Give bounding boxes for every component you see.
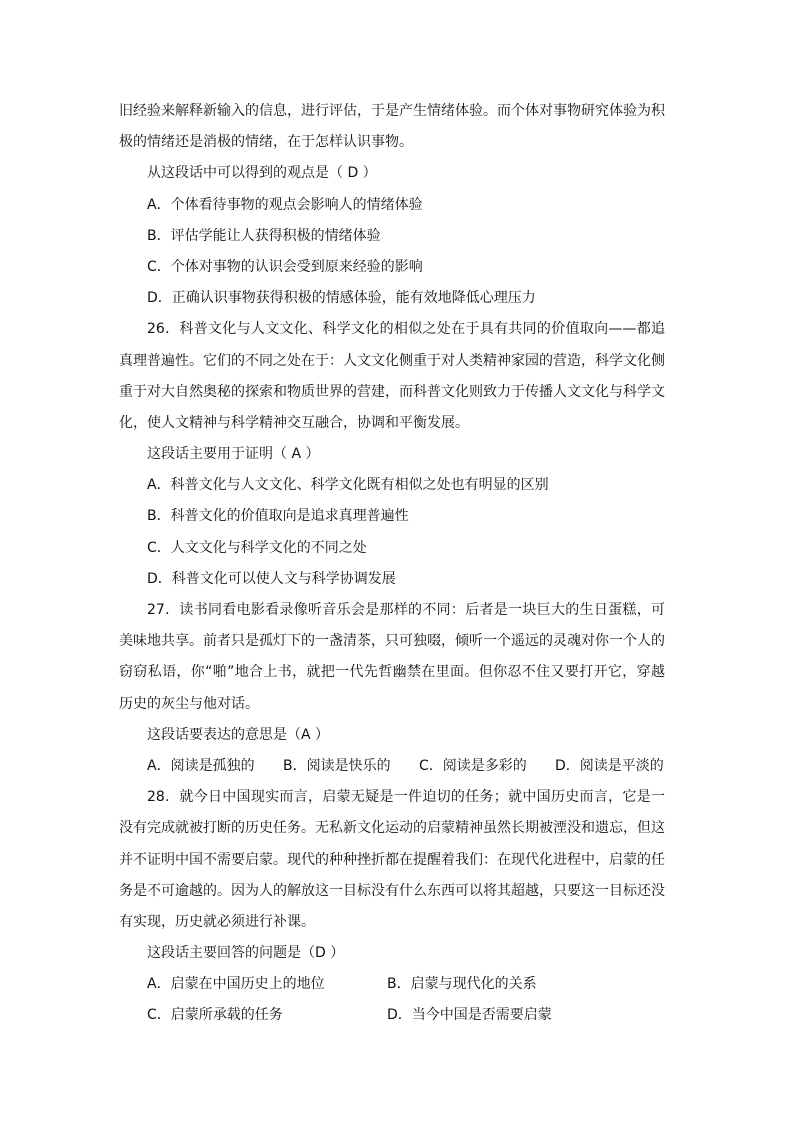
- q28-passage-line: 并不证明中国不需要启蒙。现代的种种挫折都在提醒着我们：在现代化进程中，启蒙的任: [119, 851, 665, 868]
- q28-passage-line: 没有完成就被打断的历史任务。无私新文化运动的启蒙精神虽然长期被湮没和遗忘，但这: [119, 820, 665, 837]
- q27-option-b: B．阅读是快乐的: [283, 757, 391, 774]
- q25-option-c: C．个体对事物的认识会受到原来经验的影响: [147, 258, 423, 275]
- q28-options-row: [119, 969, 665, 1000]
- q26-passage-line: 化，使人文精神与科学精神交互融合，协调和平衡发展。: [119, 414, 469, 431]
- text-column: [119, 96, 665, 1032]
- q27-passage-line: 27．读书同看电影看录像听音乐会是那样的不同：后者是一块巨大的生日蛋糕，可: [147, 602, 665, 618]
- q28-passage-line: 务是不可逾越的。因为人的解放这一目标没有什么东西可以将其超越，只要这一目标还没: [119, 882, 665, 899]
- q26-passage-line: 26．科普文化与人文文化、科学文化的相似之处在于具有共同的价值取向——都追: [147, 321, 665, 338]
- q25-option-b: B．评估学能让人获得积极的情绪体验: [147, 227, 381, 244]
- q25-option-d: D．正确认识事物获得积极的情感体验，能有效地降低心理压力: [147, 290, 536, 307]
- q27-options-row: [119, 751, 665, 782]
- q25-passage-line: 极的情绪还是消极的情绪，在于怎样认识事物。: [119, 134, 413, 151]
- q28-option-a: A．启蒙在中国历史上的地位: [147, 976, 325, 993]
- q27-prompt: 这段话要表达的意思是（A ）: [147, 726, 330, 743]
- q26-option-a: A．科普文化与人文文化、科学文化既有相似之处也有明显的区别: [147, 477, 549, 494]
- q28-passage-line: 有实现，历史就必须进行补课。: [119, 913, 315, 930]
- q28-passage-line: 28．就今日中国现实而言，启蒙无疑是一件迫切的任务；就中国历史而言，它是一: [147, 789, 665, 806]
- q28-option-b: B．启蒙与现代化的关系: [387, 976, 537, 993]
- q27-passage-line: 历史的灰尘与他对话。: [119, 695, 259, 712]
- q27-passage-line: 窃窃私语，你“啪”地合上书，就把一代先哲幽禁在里面。但你忍不住又要打开它，穿越: [119, 664, 665, 681]
- q26-option-b: B．科普文化的价值取向是追求真理普遍性: [147, 508, 409, 525]
- q28-options-row: [119, 1000, 665, 1031]
- q26-prompt: 这段话主要用于证明（ A ）: [147, 446, 320, 463]
- q26-option-c: C．人文文化与科学文化的不同之处: [147, 539, 367, 556]
- q26-passage-line: 真理普遍性。它们的不同之处在于：人文文化侧重于对人类精神家园的营造，科学文化侧: [119, 352, 665, 369]
- q27-option-c: C．阅读是多彩的: [419, 757, 527, 774]
- q25-option-a: A．个体看待事物的观点会影响人的情绪体验: [147, 196, 423, 213]
- q27-option-a: A．阅读是孤独的: [147, 757, 255, 774]
- q26-option-d: D．科普文化可以使人文与科学协调发展: [147, 570, 396, 587]
- q28-prompt: 这段话主要回答的问题是（D ）: [147, 945, 345, 962]
- q28-option-d: D．当今中国是否需要启蒙: [387, 1007, 552, 1024]
- q26-passage-line: 重于对大自然奥秘的探索和物质世界的营建，而科普文化则致力于传播人文文化与科学文: [119, 383, 665, 400]
- q28-option-c: C．启蒙所承载的任务: [147, 1007, 283, 1024]
- q27-option-d: D．阅读是平淡的: [555, 757, 664, 774]
- q27-passage-line: 美味地共享。前者只是孤灯下的一盏清茶，只可独啜，倾听一个遥远的灵魂对你一个人的: [119, 633, 665, 650]
- q25-prompt: 从这段话中可以得到的观点是（ D ）: [147, 165, 377, 182]
- q25-passage-line: 旧经验来解释新输入的信息，进行评估，于是产生情绪体验。而个体对事物研究体验为积: [119, 103, 665, 119]
